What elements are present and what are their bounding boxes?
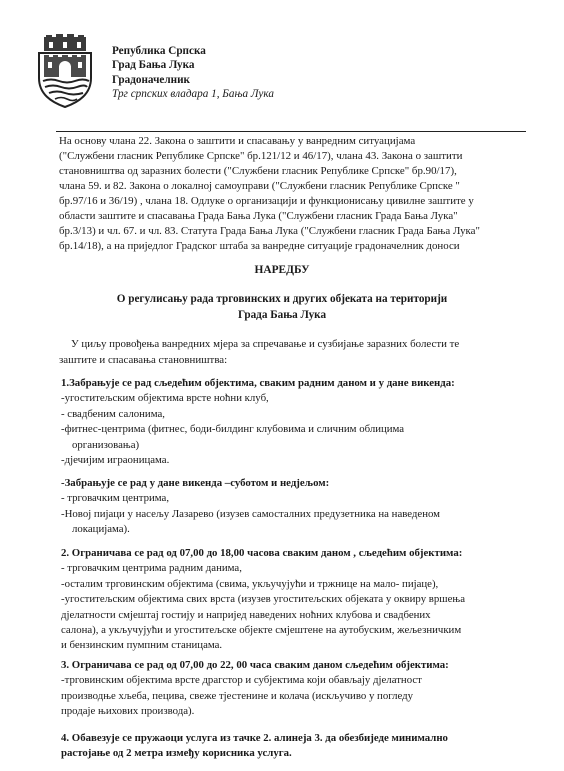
list-item: салона), а укључујући и угоститељске објекте смјештене на аутобуским, жељезничким [61,624,462,637]
list-item: -осталим трговинским објектима (свима, укључујући и тржнице на мало- пијаце), [61,577,439,590]
list-item: продаје њихових производа). [61,705,195,718]
list-item: -дјечијим играоницама. [61,454,170,467]
list-item: -Новој пијаци у насељу Лазарево (изузев самосталних предузетника на наведеном [61,507,441,520]
header-address-line: Трг српских владара 1, Бања Лука [112,88,274,101]
section-heading: 1.Забрањује се рад сљедећим објектима, сваким радним даном и у дане викенда: [61,377,455,389]
list-item: -угоститељским објектима врсте ноћни клуб, [61,392,269,405]
list-item: дјелатности смјештај гостију и напријед наведених ноћних клубова и свадбених [61,608,431,621]
header-office-line: Градоначелник [112,73,190,86]
list-item: - трговачким центрима радним данима, [61,562,242,575]
preamble-paragraph [59,134,526,254]
section-heading: 2. Ограничава се рад од 07,00 до 18,00 часова сваким даном , сљедећим објектима: [61,547,463,559]
header-city-line: Град Бања Лука [112,59,195,72]
preamble-line: области заштите и спасавања Града Бања Лука ("Службени гласник Града Бања Лука" [59,210,458,222]
city-coat-of-arms-icon [33,34,97,108]
subtitle-line: Града Бања Лука [237,308,327,321]
section-1b [61,476,531,538]
intro-line: У циљу провођења ванредних мјера за спречавање и сузбијање заразних болести те [71,338,460,350]
list-item: - трговачким центрима, [61,492,170,505]
preamble-line: ("Службени гласник Републике Српске" бр.121/12 и 46/17), члана 43. Закона о заштити [59,150,463,162]
section-heading: растојање од 2 метра између корисника услуга. [61,747,292,760]
section-2 [61,546,531,654]
list-item: -фитнес-центрима (фитнес, боди-билдинг клубовима и сличним облицима [61,423,405,436]
section-3 [61,658,531,720]
section-heading: 3. Ограничава се рад од 07,00 до 22, 00 часа сваким даном сљедећим објектима: [61,659,449,671]
preamble-line: бр.97/16 и 36/19) , члана 18. Одлуке о организацији и функционисању цивилне заштите у [59,195,474,207]
list-item: производње хљеба, пецива, свеже тјестенине и колача (искључиво у погледу [61,689,414,702]
preamble-line: становништва од заразних болести ("Службени гласник Републике Српске" бр.90/17), [59,165,457,177]
intro-line: заштите и спасавања становништва: [59,353,228,366]
section-1 [61,376,531,468]
header-divider [56,131,526,132]
list-item: и бензинским пумпним станицама. [61,639,223,652]
section-4 [61,731,531,762]
preamble-line: На основу члана 22. Закона о заштити и спасавању у ванредним ситуацијама [59,135,416,147]
section-heading: -Забрањује се рад у дане викенда –суботом и недјељом: [61,477,330,489]
section-heading: 4. Обавезује се пружаоци услуга из тачке 2. алинеја 3. да обезбиједе минимално [61,732,448,744]
subtitle-line: О регулисању рада трговинских и других објеката на територији [116,293,448,305]
list-item: организовања) [72,438,140,451]
header-entity-line: Република Српска [112,45,206,57]
list-item: локацијама). [72,523,130,536]
list-item: -угоститељским објектима свих врста (изузев угоститељских објеката у оквиру вршења [61,593,465,606]
document-subtitle [0,292,564,323]
issuer-header [112,44,274,102]
document-title: НАРЕДБУ [254,264,310,276]
preamble-line: бр.14/18), а на приједлог Градског штаба за ванредне ситуације градоначелник доноси [59,240,460,252]
preamble-line: бр.3/13) и чл. 67. и чл. 83. Статута Града Бања Лука ("Службени гласник Града Бања Лука" [59,225,480,237]
list-item: - свадбеним салонима, [61,407,165,420]
intro-paragraph [59,337,529,368]
list-item: -трговинским објектима врсте драгстор и субјектима који обављају дјелатност [61,674,422,687]
preamble-line: члана 59. и 82. Закона о локалној самоуправи ("Службени гласник Републике Српске " [59,180,460,192]
